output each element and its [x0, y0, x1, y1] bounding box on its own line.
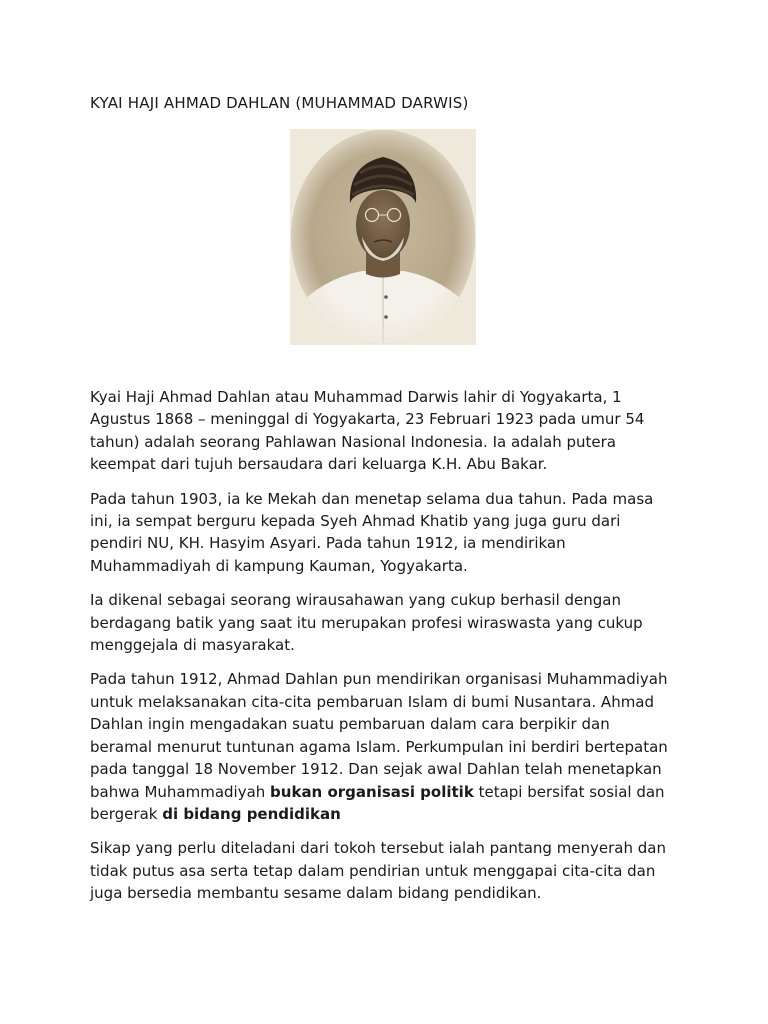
text-line: Pada tahun 1912, Ahmad Dahlan pun mendirikan organisasi Muhammadiyah — [90, 670, 668, 689]
text-line: Ia dikenal sebagai seorang wirausahawan yang cukup berhasil dengan — [90, 591, 621, 610]
text-line-with-emphasis — [90, 803, 690, 825]
text-line: Kyai Haji Ahmad Dahlan atau Muhammad Darwis lahir di Yogyakarta, 1 — [90, 388, 622, 406]
text-line-with-emphasis — [90, 781, 690, 803]
text-line: berdagang batik yang saat itu merupakan profesi wiraswasta yang cukup — [90, 613, 643, 632]
paragraph-entrepreneur — [90, 589, 690, 656]
text-line: pendiri NU, KH. Hasyim Asyari. Pada tahun 1912, ia mendirikan — [90, 534, 566, 553]
portrait-photo — [290, 129, 476, 345]
text-segment: bahwa Muhammadiyah — [90, 782, 271, 801]
text-line: tahun) adalah seorang Pahlawan Nasional Indonesia. Ia adalah putera — [90, 432, 616, 451]
paragraph-biography — [90, 386, 690, 476]
text-line: juga bersedia membantu sesame dalam bidang pendidikan. — [90, 884, 542, 903]
text-line: beramal menurut tuntunan agama Islam. Perkumpulan ini berdiri bertepatan — [90, 737, 668, 756]
text-line: pada tanggal 18 November 1912. Dan sejak awal Dahlan telah menetapkan — [90, 760, 662, 779]
text-segment: tetapi bersifat sosial dan — [473, 782, 665, 801]
text-line: Pada tahun 1903, ia ke Mekah dan menetap selama dua tahun. Pada masa — [90, 489, 654, 508]
text-line: Muhammadiyah di kampung Kauman, Yogyakarta. — [90, 556, 468, 575]
paragraph-conclusion — [90, 837, 690, 904]
emphasis-not-political: bukan organisasi politik — [270, 782, 474, 801]
text-line: ini, ia sempat berguru kepada Syeh Ahmad Khatib yang juga guru dari — [90, 512, 621, 531]
text-line: tidak putus asa serta tetap dalam pendirian untuk menggapai cita-cita dan — [90, 861, 656, 880]
text-line: Dahlan ingin mengadakan suatu pembaruan dalam cara berpikir dan — [90, 715, 610, 734]
text-segment: bergerak — [90, 804, 163, 823]
text-line: untuk melaksanakan cita-cita pembaruan Islam di bumi Nusantara. Ahmad — [90, 692, 655, 711]
emphasis-education: di bidang pendidikan — [162, 804, 341, 823]
text-line: Agustus 1868 – meninggal di Yogyakarta, 23 Februari 1923 pada umur 54 — [90, 410, 645, 429]
portrait-photo-icon — [290, 129, 476, 345]
document-title: KYAI HAJI AHMAD DAHLAN (MUHAMMAD DARWIS) — [90, 94, 469, 112]
article-body — [90, 386, 690, 917]
text-line: menggejala di masyarakat. — [90, 636, 295, 655]
text-line: keempat dari tujuh bersaudara dari keluarga K.H. Abu Bakar. — [90, 455, 548, 474]
paragraph-muhammadiyah — [90, 668, 690, 825]
paragraph-mecca — [90, 488, 690, 578]
text-line: Sikap yang perlu diteladani dari tokoh tersebut ialah pantang menyerah dan — [90, 839, 666, 858]
